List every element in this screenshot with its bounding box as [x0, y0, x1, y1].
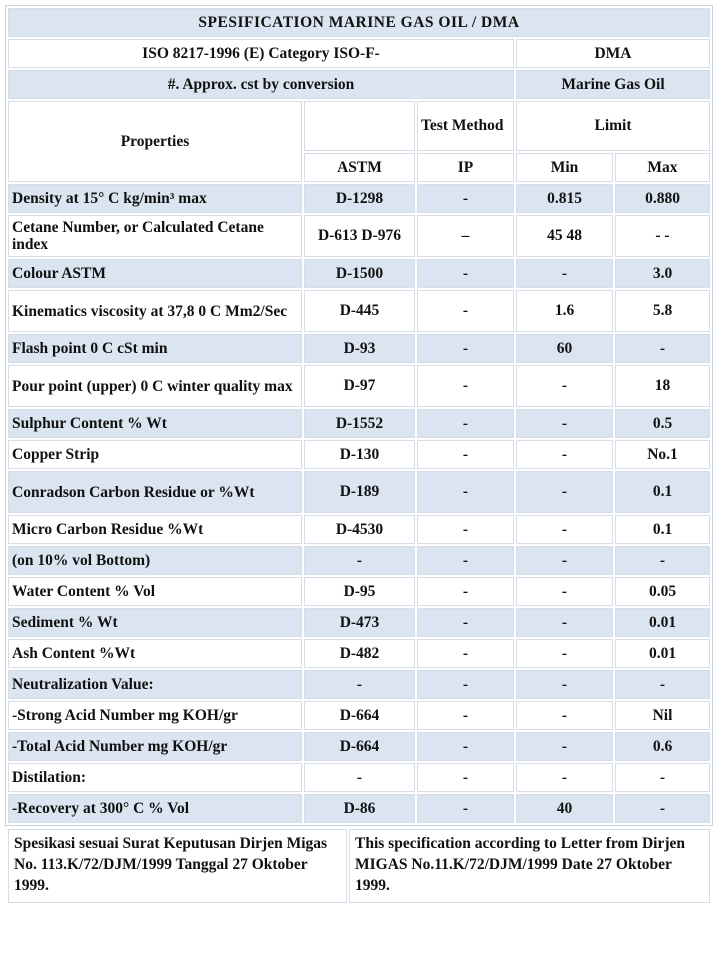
table-row	[7, 408, 711, 439]
iso-category-label: ISO 8217-1996 (E) Category ISO-F-	[7, 38, 515, 69]
table-row	[7, 669, 711, 700]
astm-cell: D-1298	[303, 183, 416, 214]
max-cell: -	[614, 793, 711, 824]
property-cell: Density at 15° C kg/min³ max	[7, 183, 303, 214]
ip-cell: -	[416, 470, 515, 514]
ip-header: IP	[416, 152, 515, 183]
table-row	[7, 470, 711, 514]
ip-cell: -	[416, 514, 515, 545]
footer-note-indonesian: Spesikasi sesuai Surat Keputusan Dirjen Migas No. 113.K/72/DJM/1999 Tanggal 27 Oktober 1999.	[7, 828, 348, 904]
table-row	[7, 514, 711, 545]
table-row	[7, 258, 711, 289]
min-cell: -	[515, 762, 614, 793]
property-cell: Pour point (upper) 0 C winter quality max	[7, 364, 303, 408]
min-header: Min	[515, 152, 614, 183]
table-row	[7, 183, 711, 214]
min-cell: -	[515, 638, 614, 669]
min-cell: 40	[515, 793, 614, 824]
max-cell: 0.880	[614, 183, 711, 214]
property-cell: -Strong Acid Number mg KOH/gr	[7, 700, 303, 731]
table-row	[7, 214, 711, 258]
astm-cell: D-664	[303, 700, 416, 731]
limit-header: Limit	[515, 100, 711, 152]
max-cell: 0.1	[614, 470, 711, 514]
max-cell: - -	[614, 214, 711, 258]
min-cell: -	[515, 514, 614, 545]
properties-header: Properties	[7, 100, 303, 183]
property-cell: Neutralization Value:	[7, 669, 303, 700]
astm-cell: D-86	[303, 793, 416, 824]
property-cell: Flash point 0 C cSt min	[7, 333, 303, 364]
table-row	[7, 607, 711, 638]
property-cell: -Total Acid Number mg KOH/gr	[7, 731, 303, 762]
max-cell: 0.6	[614, 731, 711, 762]
table-row	[7, 700, 711, 731]
property-cell: Distilation:	[7, 762, 303, 793]
ip-cell: -	[416, 364, 515, 408]
max-cell: 3.0	[614, 258, 711, 289]
min-cell: -	[515, 439, 614, 470]
ip-cell: -	[416, 545, 515, 576]
spec-document	[6, 6, 710, 905]
ip-cell: -	[416, 576, 515, 607]
min-cell: -	[515, 545, 614, 576]
property-cell: Water Content % Vol	[7, 576, 303, 607]
max-cell: -	[614, 762, 711, 793]
max-header: Max	[614, 152, 711, 183]
approx-label: #. Approx. cst by conversion	[7, 69, 515, 100]
min-cell: -	[515, 700, 614, 731]
property-cell: Cetane Number, or Calculated Cetane index	[7, 214, 303, 258]
table-row	[7, 793, 711, 824]
property-cell: Conradson Carbon Residue or %Wt	[7, 470, 303, 514]
ip-cell: -	[416, 183, 515, 214]
max-cell: -	[614, 669, 711, 700]
spec-title: SPESIFICATION MARINE GAS OIL / DMA	[7, 7, 711, 38]
property-cell: Sulphur Content % Wt	[7, 408, 303, 439]
max-cell: No.1	[614, 439, 711, 470]
min-cell: 1.6	[515, 289, 614, 333]
min-cell: -	[515, 576, 614, 607]
min-cell: -	[515, 731, 614, 762]
footer-note-english: This specification according to Letter from Dirjen MIGAS No.11.K/72/DJM/1999 Date 27 Oktober 1999.	[348, 828, 711, 904]
astm-header: ASTM	[303, 152, 416, 183]
min-cell: 0.815	[515, 183, 614, 214]
astm-cell: D-189	[303, 470, 416, 514]
min-cell: -	[515, 607, 614, 638]
spec-rows	[7, 183, 711, 824]
property-cell: Kinematics viscosity at 37,8 0 C Mm2/Sec	[7, 289, 303, 333]
ip-cell: -	[416, 289, 515, 333]
min-cell: -	[515, 408, 614, 439]
test-method-header: Test Method	[416, 100, 515, 152]
min-cell: -	[515, 258, 614, 289]
table-row	[7, 333, 711, 364]
astm-cell: -	[303, 669, 416, 700]
max-cell: -	[614, 333, 711, 364]
astm-cell: D-95	[303, 576, 416, 607]
astm-cell: -	[303, 762, 416, 793]
min-cell: -	[515, 669, 614, 700]
property-cell: Colour ASTM	[7, 258, 303, 289]
min-cell: -	[515, 470, 614, 514]
iso-category-value: DMA	[515, 38, 711, 69]
max-cell: 0.01	[614, 638, 711, 669]
astm-cell: D-97	[303, 364, 416, 408]
approx-value: Marine Gas Oil	[515, 69, 711, 100]
property-cell: Sediment % Wt	[7, 607, 303, 638]
max-cell: 0.05	[614, 576, 711, 607]
min-cell: -	[515, 364, 614, 408]
astm-cell: D-473	[303, 607, 416, 638]
astm-cell: D-482	[303, 638, 416, 669]
ip-cell: -	[416, 669, 515, 700]
table-row	[7, 731, 711, 762]
astm-cell: D-445	[303, 289, 416, 333]
ip-cell: –	[416, 214, 515, 258]
ip-cell: -	[416, 762, 515, 793]
property-cell: Micro Carbon Residue %Wt	[7, 514, 303, 545]
ip-cell: -	[416, 258, 515, 289]
astm-cell: D-93	[303, 333, 416, 364]
table-row	[7, 638, 711, 669]
property-cell: Ash Content %Wt	[7, 638, 303, 669]
ip-cell: -	[416, 793, 515, 824]
min-cell: 45 48	[515, 214, 614, 258]
max-cell: 18	[614, 364, 711, 408]
astm-cell: D-1500	[303, 258, 416, 289]
ip-cell: -	[416, 408, 515, 439]
ip-cell: -	[416, 700, 515, 731]
astm-cell: D-130	[303, 439, 416, 470]
max-cell: 0.1	[614, 514, 711, 545]
blank-header-cell	[303, 100, 416, 152]
max-cell: 5.8	[614, 289, 711, 333]
min-cell: 60	[515, 333, 614, 364]
astm-cell: -	[303, 545, 416, 576]
astm-cell: D-4530	[303, 514, 416, 545]
max-cell: -	[614, 545, 711, 576]
table-row	[7, 762, 711, 793]
property-cell: -Recovery at 300° C % Vol	[7, 793, 303, 824]
spec-table	[6, 6, 712, 825]
ip-cell: -	[416, 439, 515, 470]
astm-cell: D-1552	[303, 408, 416, 439]
property-cell: Copper Strip	[7, 439, 303, 470]
table-row	[7, 439, 711, 470]
max-cell: 0.01	[614, 607, 711, 638]
max-cell: Nil	[614, 700, 711, 731]
property-cell: (on 10% vol Bottom)	[7, 545, 303, 576]
table-row	[7, 576, 711, 607]
ip-cell: -	[416, 333, 515, 364]
table-row	[7, 289, 711, 333]
footer-notes	[6, 827, 712, 905]
max-cell: 0.5	[614, 408, 711, 439]
table-row	[7, 364, 711, 408]
ip-cell: -	[416, 731, 515, 762]
astm-cell: D-613 D-976	[303, 214, 416, 258]
table-row	[7, 545, 711, 576]
ip-cell: -	[416, 607, 515, 638]
astm-cell: D-664	[303, 731, 416, 762]
ip-cell: -	[416, 638, 515, 669]
